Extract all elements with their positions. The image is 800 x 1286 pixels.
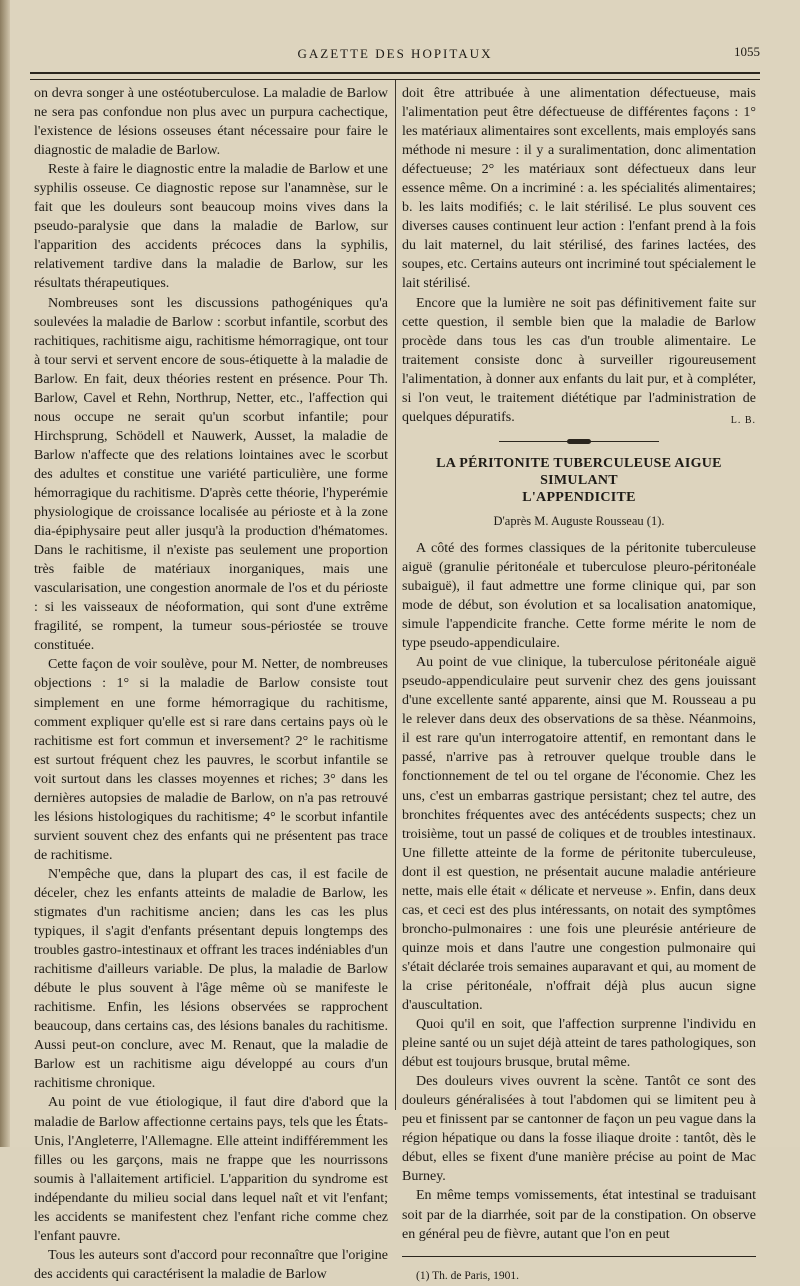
paragraph: En même temps vomissements, état intestinal se traduisant soit par de la diarrhée, soit par de la constipation. On observe en général peu de fièvre, autant que l'on en peut: [402, 1188, 756, 1242]
article-byline: D'après M. Auguste Rousseau (1).: [493, 513, 665, 528]
paragraph: Cette façon de voir soulève, pour M. Netter, de nombreuses objections : 1° si la maladie de Barlow consiste tout simplement en une forme hémorragique du rachitisme, comment expliquer qu'elle est si rare dans certains pays où le rachitisme est fort commun et inversement? 2° le rachitisme est surtout fréquent chez les pauvres, le scorbut infantile se voit surtout dans les classes moyennes et riches; 3° dans les dernières autopsies de maladie de Barlow, on n'a pas retrouvé les lésions histologiques du rachitisme; 4° le scorbut infantile survient souvent chez des enfants qui ne présentent pas trace de rachitisme.: [34, 657, 388, 863]
header-rule: [30, 72, 760, 80]
column-divider: [395, 80, 396, 1110]
paragraph: Tous les auteurs sont d'accord pour reconnaître que l'origine des accidents qui caractérisent la maladie de Barlow: [34, 1247, 388, 1282]
paragraph: N'empêche que, dans la plupart des cas, il est facile de déceler, chez les enfants atteints de maladie de Barlow, les stigmates d'un rachitisme ancien; dans les cas les plus typiques, il s'agit d'enfants présentant depuis longtemps des troubles gastro-intestinaux et offrant les traces indéniables d'un rachitisme d'ailleurs variable. De plus, la maladie de Barlow débute le plus souvent à l'âge même où se manifeste le rachitisme. Enfin, les lésions observées se rapprochent beaucoup, dans certains cas, des lésions banales du rachitisme. Aussi peut-on conclure, avec M. Renaut, que la maladie de Barlow est un rachitisme aigu développé au cours d'un rachitisme chronique.: [34, 866, 388, 1092]
paragraph: Nombreuses sont les discussions pathogéniques qu'a soulevées la maladie de Barlow : scorbut infantile, scorbut des rachitiques, rachitisme aigu, rachitisme hémorragique, ont tour à tour servi et servent encore de sous-étiquette à la maladie de Barlow. En fait, deux théories restent en présence. Pour Th. Barlow, Cavel et Rehn, Northrup, Netter, etc., l'affection qui nous occupe ne serait qu'un scorbut infantile; pour Hirchsprung, Schödell et Nauwerk, Ausset, la maladie de Barlow n'affecte que des relations lointaines avec le scorbut des adultes et constitue une variété particulière, une forme hémorragique du rachitisme. D'après cette théorie, l'hyperémie physiologique de croissance localisée au périoste et à la zone dia-épiphysaire peut aller jusqu'à la production d'hématomes. Dans le rachitisme, il n'existe pas seulement une proportion très faible de matériaux inorganiques, mais une vascularisation, une congestion anormale de l'os et du périoste : si les vaisseaux de néoformation, qui sont d'une extrême fragilité, se rompent, la tumeur sous-périostée se trouve constituée.: [34, 295, 388, 654]
paragraph: Reste à faire le diagnostic entre la maladie de Barlow et une syphilis osseuse. Ce diagnostic repose sur l'anamnèse, sur le fait que les douleurs sont beaucoup moins vives dans la pseudo-paralysie que dans la maladie de Barlow, sur l'apparition des accidents précoces dans la syphilis, relativement tardive dans la maladie de Barlow, sur les résultats thérapeutiques.: [34, 162, 388, 292]
paragraph: A côté des formes classiques de la péritonite tuberculeuse aiguë (granulie péritonéale et tuberculose pleuro-péritonéale subaiguë), il faut admettre une forme clinique qui, par son mode de début, son évolution et sa localisation anatomique, simule l'appendicite franche. Cette forme mérite le nom de type pseudo-appendiculaire.: [402, 540, 756, 652]
page-binding-edge: [0, 0, 10, 1147]
article-title-line: LA PÉRITONITE TUBERCULEUSE AIGUE SIMULANT: [436, 455, 722, 488]
paragraph: doit être attribuée à une alimentation défectueuse, mais l'alimentation peut être défectueuse de différentes façons : 1° les matériaux alimentaires sont excellents, mais employés sans méthode ni mesure : il y a suralimentation, donc alimentation défectueuse; 2° les matériaux sont défectueux dans leur essence même. On a incriminé : a. les spécialités alimentaires; b. les laits modifiés; c. le lait stérilisé. Le plus souvent ces diverses causes continuent leur action : l'enfant prend à la fois du lait maternel, du lait stérilisé, des farines lactées, des soupes, etc. Certains auteurs ont incriminé tout spécialement le lait stérilisé.: [402, 86, 756, 292]
paragraph: Au point de vue étiologique, il faut dire d'abord que la maladie de Barlow affectionne certains pays, tels que les États-Unis, l'Angleterre, l'Allemagne. Elle atteint indifféremment les filles ou les garçons, mais ne frappe que les nourrissons soumis à l'allaitement artificiel. L'apparition du syndrome est indépendante du milieu social dans lequel naît et vit l'enfant; les accidents se manifestent chez l'enfant riche comme chez l'enfant pauvre.: [34, 1095, 388, 1244]
paragraph: Quoi qu'il en soit, que l'affection surprenne l'individu en pleine santé ou un sujet déjà atteint de tares pathologiques, son début est toujours brusque, brutal même.: [402, 1017, 756, 1071]
paragraph: [402, 294, 756, 427]
running-head: GAZETTE DES HOPITAUX: [297, 46, 493, 61]
footnote: (1) Th. de Paris, 1901.: [416, 1269, 519, 1282]
section-ornament: [499, 439, 659, 445]
footnote-rule: [402, 1256, 756, 1257]
page-header: [30, 42, 760, 72]
author-signature: L. B.: [730, 414, 756, 426]
paragraph: Des douleurs vives ouvrent la scène. Tantôt ce sont des douleurs généralisées à tout l'abdomen qui se limitent peu à peu et finissent par se cantonner de façon un peu vague dans la région hépatique ou dans la fosse iliaque droite : tantôt, dès le début, elles se fixent d'une manière précise au point de Mac Burney.: [402, 1074, 756, 1185]
paragraph: Au point de vue clinique, la tuberculose péritonéale aiguë pseudo-appendiculaire peut survenir chez des gens jouissant d'une excellente santé apparente, ainsi que M. Rousseau a pu le relever dans deux des observations de sa thèse. Néanmoins, il est rare qu'un interrogatoire attentif, en remontant dans le passé, n'arrive pas à retrouver quelque trouble dans le fonctionnement de tel ou tel organe de l'économie. Chez les uns, c'est un embarras gastrique persistant; chez tel autre, des bronchites fréquentes avec des antécédents suspects; chez un troisième, tout un passé de coliques et de troubles intestinaux. Une fillette atteinte de la forme de péritonite tuberculeuse, dont il est question, ne présentait aucune maladie antérieure nette, mais elle était « délicate et nerveuse ». Enfin, dans deux cas, et ceci est des plus intéressants, on notait des symptômes broncho-pulmonaires : une fois une pleurésie antérieure de quinze mois et dans l'autre une congestion pulmonaire qui s'était déclarée trois semaines auparavant et qui, au moment de la crise péritonéale, n'offrait déjà plus aucun signe d'auscultation.: [402, 655, 756, 1014]
left-column: [34, 84, 388, 1284]
paragraph-text: Encore que la lumière ne soit pas définitivement faite sur cette question, il semble bien que la maladie de Barlow procède dans tous les cas d'un trouble alimentaire. Le traitement consiste donc à surveiller rigoureusement l'alimentation, à donner aux enfants du lait pur, et à compléter, si l'on veut, le traitement diététique par l'administration de quelques dépuratifs.: [402, 295, 756, 425]
page-number: 1055: [734, 44, 760, 59]
article-title: [402, 455, 756, 506]
right-column: [402, 84, 756, 1286]
article-title-line: L'APPENDICITE: [522, 489, 636, 505]
paragraph: on devra songer à une ostéotuberculose. La maladie de Barlow ne sera pas confondue non plus avec un purpura cachectique, l'existence de lésions osseuses étant nécessaire pour faire le diagnostic de maladie de Barlow.: [34, 86, 388, 159]
